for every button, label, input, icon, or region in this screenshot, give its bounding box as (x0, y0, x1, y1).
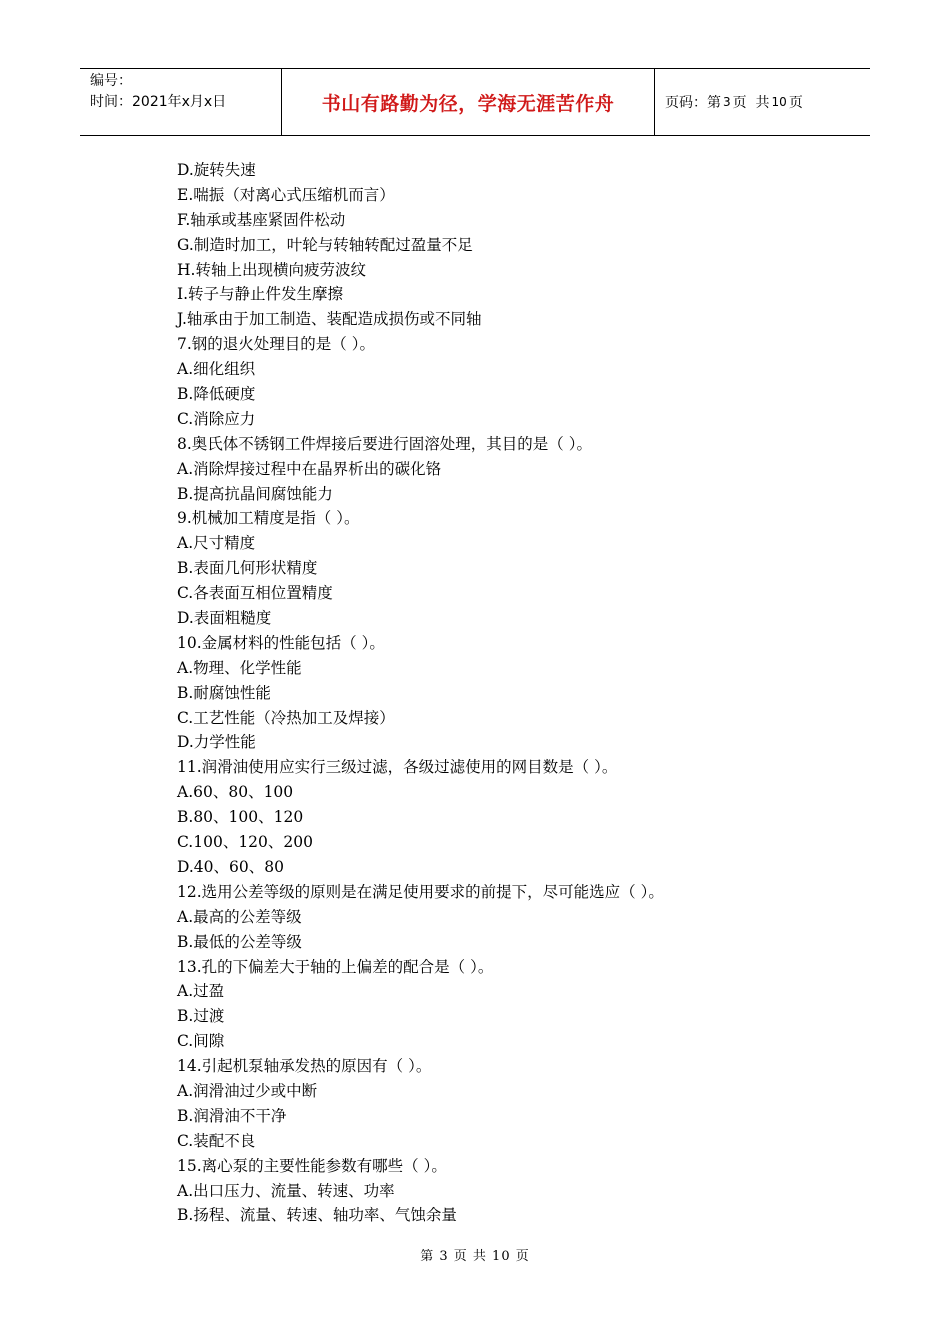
text-line: F.轴承或基座紧固件松动 (177, 210, 346, 229)
text-line: 14.引起机泵轴承发热的原因有（ ）。 (177, 1057, 432, 1076)
text-line: A.过盈 (177, 982, 225, 1001)
text-line: A.出口压力、流量、转速、功率 (177, 1181, 395, 1200)
text-line: I.转子与静止件发生摩擦 (177, 285, 344, 304)
text-line: D.40、60、80 (177, 857, 284, 876)
header-motto: 书山有路勤为径，学海无涯苦作舟 (282, 69, 655, 135)
text-line: J.轴承由于加工制造、装配造成损伤或不同轴 (177, 310, 482, 329)
text-line: C.消除应力 (177, 409, 256, 428)
page-footer: 第 3 页 共 10 页 (420, 1249, 530, 1264)
text-line: C.100、120、200 (177, 833, 313, 852)
text-line: 11.润滑油使用应实行三级过滤，各级过滤使用的网目数是（ ）。 (177, 758, 618, 777)
text-line: B.80、100、120 (177, 808, 304, 827)
page-number: 3 (723, 95, 731, 109)
code-label: 编号： (90, 73, 132, 89)
text-line: B.耐腐蚀性能 (177, 683, 271, 702)
header-page-info (655, 69, 870, 135)
text-line: A.尺寸精度 (177, 534, 256, 553)
page-total: 10 (771, 95, 787, 109)
text-line: B.最低的公差等级 (177, 932, 302, 951)
text-line: B.扬程、流量、转速、轴功率、气蚀余量 (177, 1206, 457, 1225)
text-line: B.提高抗晶间腐蚀能力 (177, 484, 333, 503)
text-line: B.过渡 (177, 1007, 225, 1026)
text-line: 15.离心泵的主要性能参数有哪些（ ）。 (177, 1156, 447, 1175)
text-line: C.间隙 (177, 1032, 225, 1051)
text-line: C.工艺性能（冷热加工及焊接） (177, 708, 395, 727)
page-mid: 页 共 (732, 95, 770, 111)
time-label: 时间：2021年x月x日 (90, 94, 227, 110)
text-line: A.物理、化学性能 (177, 658, 302, 677)
text-line: A.最高的公差等级 (177, 907, 302, 926)
text-line: C.装配不良 (177, 1131, 256, 1150)
text-line: D.旋转失速 (177, 161, 256, 179)
text-line: 7.钢的退火处理目的是（ ）。 (177, 335, 375, 354)
text-line: C.各表面互相位置精度 (177, 584, 333, 603)
text-line: A.细化组织 (177, 360, 256, 379)
text-line: 8.奥氏体不锈钢工件焊接后要进行固溶处理，其目的是（ ）。 (177, 434, 592, 453)
text-line: D.力学性能 (177, 733, 256, 752)
header-meta-cell (80, 69, 282, 135)
text-line: A.消除焊接过程中在晶界析出的碳化铬 (177, 459, 442, 478)
text-line: A.润滑油过少或中断 (177, 1081, 318, 1100)
text-line: E.喘振（对离心式压缩机而言） (177, 185, 395, 204)
text-line: 9.机械加工精度是指（ ）。 (177, 509, 360, 528)
text-line: D.表面粗糙度 (177, 609, 272, 628)
text-line: B.降低硬度 (177, 385, 256, 404)
text-line: H.转轴上出现横向疲劳波纹 (177, 260, 366, 279)
text-line: B.表面几何形状精度 (177, 559, 318, 578)
question-list (177, 158, 817, 1228)
header-table (80, 68, 870, 136)
text-line: 12.选用公差等级的原则是在满足使用要求的前提下，尽可能选应（ ）。 (177, 882, 664, 901)
text-line: G.制造时加工，叶轮与转轴转配过盈量不足 (177, 235, 473, 254)
page-prefix: 页码：第 (665, 95, 721, 111)
text-line: 10.金属材料的性能包括（ ）。 (177, 633, 385, 652)
text-line: B.润滑油不干净 (177, 1106, 287, 1125)
page-suffix: 页 (788, 95, 803, 111)
text-line: 13.孔的下偏差大于轴的上偏差的配合是（ ）。 (177, 957, 494, 976)
text-line: A.60、80、100 (177, 783, 294, 802)
